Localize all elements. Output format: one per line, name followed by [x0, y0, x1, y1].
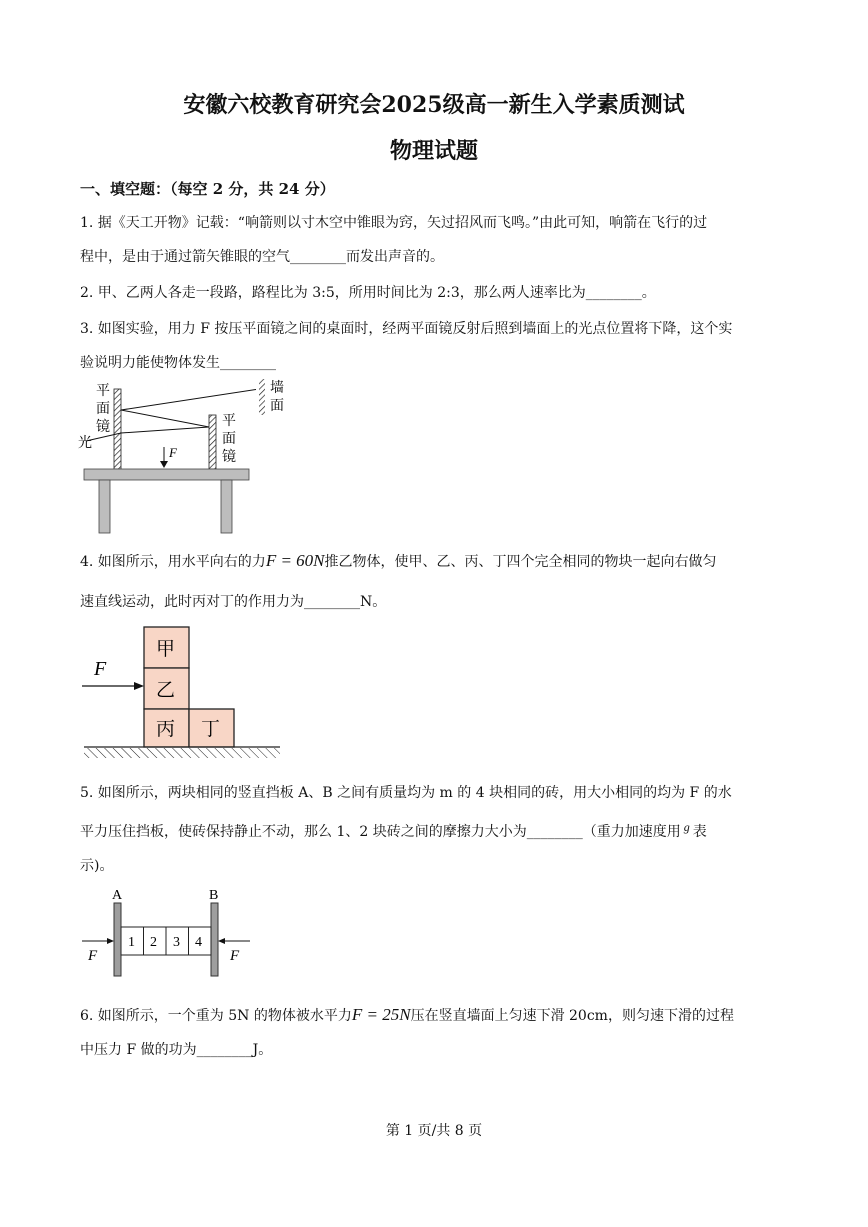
wall-figure [256, 375, 292, 419]
page-footer: 第 1 页/共 8 页 [385, 1123, 483, 1139]
left-force-arrowhead [107, 938, 114, 944]
section-heading: 一、填空题：（每空 2 分，共 24 分） [80, 180, 335, 198]
left-force-label: F [88, 948, 98, 964]
question-4-line-2: 速直线运动，此时丙对丁的作用力为________N。 [80, 594, 387, 610]
question-6-line-1 [80, 998, 792, 1033]
question-1-line-1: 1. 据《天工开物》记载：“响箭则以寸木空中锥眼为窍，矢过招风而飞鸣。”由此可知，响箭在飞行的过 [80, 215, 708, 231]
table-leg-right [221, 480, 232, 533]
question-4-text-a: 4. 如图所示，用水平向右的力 [80, 554, 266, 570]
board-b [211, 903, 218, 976]
question-4-formula: F = 60N [265, 551, 325, 570]
wall-label-1: 墙 [270, 380, 284, 396]
push-force-label: F [94, 658, 107, 680]
exam-title: 安徽六校教育研究会2025级高一新生入学素质测试 [183, 92, 685, 118]
force-arrowhead [160, 461, 168, 468]
question-6-line-2: 中压力 F 做的功为________J。 [80, 1042, 273, 1058]
block-ding-label: 丁 [201, 718, 221, 740]
question-6-text-b: 压在竖直墙面上匀速下滑 20cm，则匀速下滑的过程 [410, 1008, 734, 1024]
wall-label-2: 面 [270, 398, 284, 414]
question-5-text-a: 平力压住挡板，使砖保持静止不动，那么 1、2 块砖之间的摩擦力大小为________（重力加速度用 [80, 824, 681, 840]
wall-hatch [259, 379, 265, 415]
question-1 [80, 206, 792, 274]
mirror-experiment-figure [76, 375, 256, 537]
exam-subtitle: 物理试题 [389, 138, 478, 164]
question-5-g-symbol: g [683, 820, 690, 834]
question-5-line-3: 示)。 [80, 858, 114, 874]
board-a [114, 903, 121, 976]
stacked-blocks-figure [80, 622, 285, 767]
block-yi-label: 乙 [156, 679, 176, 701]
question-2 [80, 276, 792, 310]
block-jia-label: 甲 [156, 638, 176, 660]
bricks-figure [80, 883, 260, 983]
light-label: 光 [78, 435, 92, 451]
question-6-text-a: 6. 如图所示，一个重为 5N 的物体被水平力 [80, 1008, 352, 1024]
right-mirror [209, 415, 216, 469]
question-4-text-b: 推乙物体，使甲、乙、丙、丁四个完全相同的物块一起向右做匀 [324, 554, 717, 570]
brick-1-label: 1 [128, 935, 135, 950]
question-4-line-1 [80, 544, 792, 579]
brick-2-label: 2 [150, 935, 157, 950]
left-mirror-label-2: 面 [96, 401, 110, 417]
left-mirror [114, 389, 121, 469]
right-force-label: F [230, 948, 240, 964]
question-4 [80, 544, 792, 619]
question-6 [80, 998, 792, 1067]
right-mirror-label-2: 面 [222, 431, 236, 447]
right-mirror-label-3: 镜 [222, 449, 236, 465]
board-a-label: A [112, 888, 123, 903]
right-force-arrowhead [218, 938, 225, 944]
brick-4-label: 4 [195, 935, 202, 950]
question-5-text-b: 表 [692, 824, 707, 840]
question-3-line-2: 验说明力能使物体发生________ [80, 355, 276, 371]
board-b-label: B [209, 888, 219, 903]
question-3-line-1: 3. 如图实验，用力 F 按压平面镜之间的桌面时，经两平面镜反射后照到墙面上的光点位置将下降，这个实 [80, 321, 733, 337]
question-3 [80, 312, 792, 380]
left-mirror-label-3: 镜 [96, 419, 110, 435]
force-label: F [169, 445, 177, 460]
table-top [84, 469, 249, 480]
question-1-line-2: 程中，是由于通过箭矢锥眼的空气________而发出声音的。 [80, 249, 444, 265]
question-2-line-1: 2. 甲、乙两人各走一段路，路程比为 3:5，所用时间比为 2:3，那么两人速率比为________。 [80, 285, 656, 301]
block-bing-label: 丙 [156, 718, 176, 740]
question-5-line-2 [80, 810, 792, 849]
question-5-line-1: 5. 如图所示，两块相同的竖直挡板 A、B 之间有质量均为 m 的 4 块相同的砖，用大小相同的均为 F 的水 [80, 785, 732, 801]
question-5 [80, 776, 792, 883]
brick-3-label: 3 [173, 935, 180, 950]
left-mirror-label-1: 平 [96, 383, 110, 399]
ground-hatch [84, 748, 280, 758]
right-mirror-label-1: 平 [222, 413, 236, 429]
question-6-formula: F = 25N [351, 1005, 411, 1024]
push-arrowhead [134, 682, 144, 690]
table-leg-left [99, 480, 110, 533]
